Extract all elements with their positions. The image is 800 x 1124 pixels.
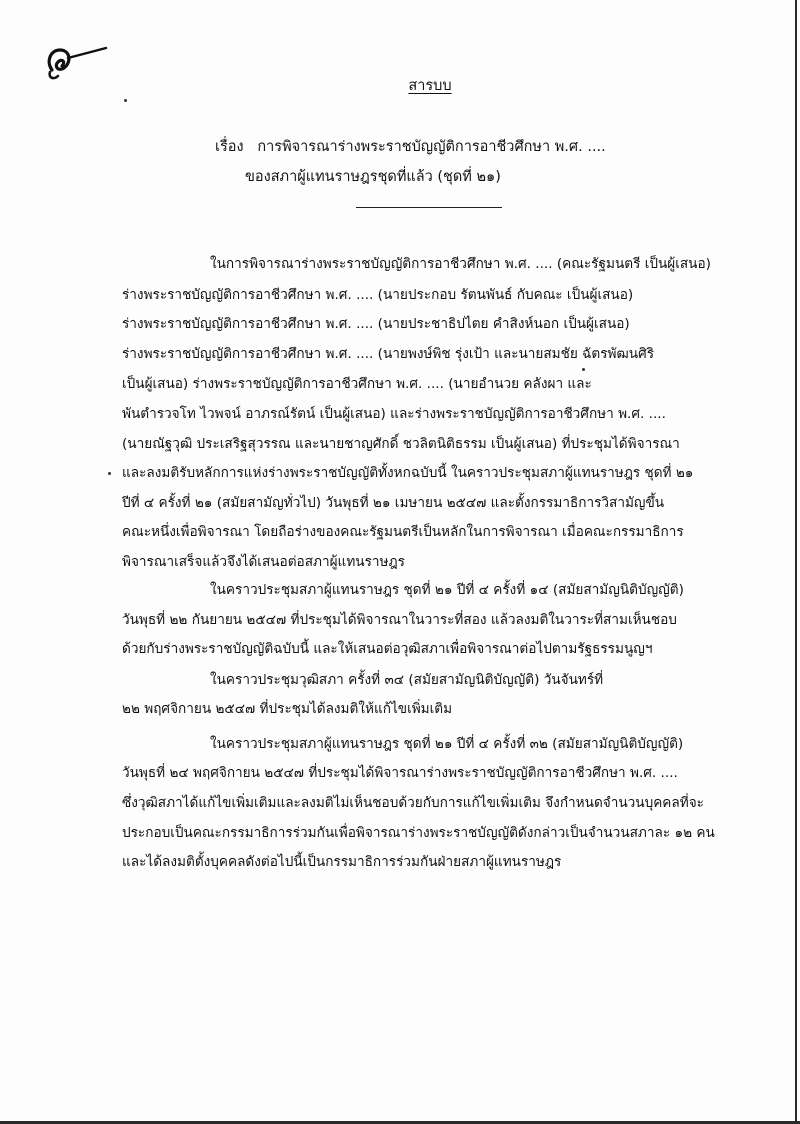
paragraph-1-line: และลงมติรับหลักการแห่งร่างพระราชบัญญัติทั้งหกฉบับนี้ ในคราวประชุมสภาผู้แทนราษฎร ชุดที่ ๒๑	[122, 465, 694, 481]
scan-speck	[124, 99, 127, 102]
scan-speck	[108, 472, 111, 475]
subject-line-1	[215, 135, 606, 158]
paragraph-4-line: วันพุธที่ ๒๔ พฤศจิกายน ๒๕๔๗ ที่ประชุมได้พิจารณาร่างพระราชบัญญัติการอาชีวศึกษา พ.ศ. ....	[122, 765, 678, 781]
subject-label: เรื่อง	[215, 139, 244, 155]
paragraph-1-line: ร่างพระราชบัญญัติการอาชีวศึกษา พ.ศ. .... (นายพงษ์พิช รุ่งเป้า และนายสมชัย ฉัตรพัฒนศิริ	[122, 346, 655, 362]
paragraph-1-line: พันตำรวจโท ไวพจน์ อาภรณ์รัตน์ เป็นผู้เสนอ) และร่างพระราชบัญญัติการอาชีวศึกษา พ.ศ. ....	[122, 406, 666, 422]
paragraph-1-line: ร่างพระราชบัญญัติการอาชีวศึกษา พ.ศ. .... (นายประชาธิปไตย คำสิงห์นอก เป็นผู้เสนอ)	[122, 316, 630, 332]
paragraph-2-line: วันพุธที่ ๒๒ กันยายน ๒๕๔๗ ที่ประชุมได้พิจารณาในวาระที่สอง แล้วลงมติในวาระที่สามเห็นชอบ	[122, 612, 677, 628]
paragraph-1-line: ร่างพระราชบัญญัติการอาชีวศึกษา พ.ศ. .... (นายประกอบ รัตนพันธ์ กับคณะ เป็นผู้เสนอ)	[122, 287, 634, 303]
paragraph-4-line: ซึ่งวุฒิสภาได้แก้ไขเพิ่มเติมและลงมติไม่เห็นชอบด้วยกับการแก้ไขเพิ่มเติม จึงกำหนดจำนวนบุคคลที่จะ	[122, 795, 704, 811]
divider-rule	[356, 207, 502, 208]
paragraph-4-line: และได้ลงมติตั้งบุคคลดังต่อไปนี้เป็นกรรมาธิการร่วมกันฝ่ายสภาผู้แทนราษฎร	[122, 854, 562, 870]
paragraph-4-line: ในคราวประชุมสภาผู้แทนราษฎร ชุดที่ ๒๑ ปีที่ ๔ ครั้งที่ ๓๒ (สมัยสามัญนิติบัญญัติ)	[210, 736, 684, 752]
paragraph-1-line: ปีที่ ๔ ครั้งที่ ๒๑ (สมัยสามัญทั่วไป) วันพุธที่ ๒๑ เมษายน ๒๕๔๗ และตั้งกรรมาธิการวิสามัญขึ้น	[122, 495, 665, 511]
subject-line-2: ของสภาผู้แทนราษฎรชุดที่แล้ว (ชุดที่ ๒๑)	[245, 169, 501, 185]
paragraph-1-line: ในการพิจารณาร่างพระราชบัญญัติการอาชีวศึกษา พ.ศ. .... (คณะรัฐมนตรี เป็นผู้เสนอ)	[210, 256, 711, 272]
paragraph-3-line: ๒๒ พฤศจิกายน ๒๕๔๗ ที่ประชุมได้ลงมติให้แก้ไขเพิ่มเติม	[122, 701, 453, 717]
paragraph-2-line: ด้วยกับร่างพระราชบัญญัติฉบับนี้ และให้เสนอต่อวุฒิสภาเพื่อพิจารณาต่อไปตามรัฐธรรมนูญฯ	[122, 641, 653, 657]
scan-speck	[582, 368, 585, 371]
paragraph-4-line: ประกอบเป็นคณะกรรมาธิการร่วมกันเพื่อพิจารณาร่างพระราชบัญญัติดังกล่าวเป็นจำนวนสภาละ ๑๒ คน	[122, 825, 715, 841]
subject-text: การพิจารณาร่างพระราชบัญญัติการอาชีวศึกษา พ.ศ. ....	[257, 139, 606, 155]
paragraph-3-line: ในคราวประชุมวุฒิสภา ครั้งที่ ๓๔ (สมัยสามัญนิติบัญญัติ) วันจันทร์ที่	[210, 672, 604, 688]
paragraph-1-line: (นายณัฐวุฒิ ประเสริฐสุวรรณ และนายชาญศักดิ์ ชวลิตนิติธรรม เป็นผู้เสนอ) ที่ประชุมได้พิจารณา	[122, 436, 680, 452]
scan-edge-right	[795, 0, 797, 1124]
paragraph-1-line: คณะหนึ่งเพื่อพิจารณา โดยถือร่างของคณะรัฐมนตรีเป็นหลักในการพิจารณา เมื่อคณะกรรมาธิการ	[122, 524, 684, 540]
paragraph-1-line: พิจารณาเสร็จแล้วจึงได้เสนอต่อสภาผู้แทนราษฎร	[122, 554, 405, 570]
paragraph-1-line: เป็นผู้เสนอ) ร่างพระราชบัญญัติการอาชีวศึกษา พ.ศ. .... (นายอำนวย คลังผา และ	[122, 376, 592, 392]
document-title: สารบบ	[408, 78, 452, 94]
paragraph-2-line: ในคราวประชุมสภาผู้แทนราษฎร ชุดที่ ๒๑ ปีที่ ๔ ครั้งที่ ๑๔ (สมัยสามัญนิติบัญญัติ)	[210, 582, 684, 598]
